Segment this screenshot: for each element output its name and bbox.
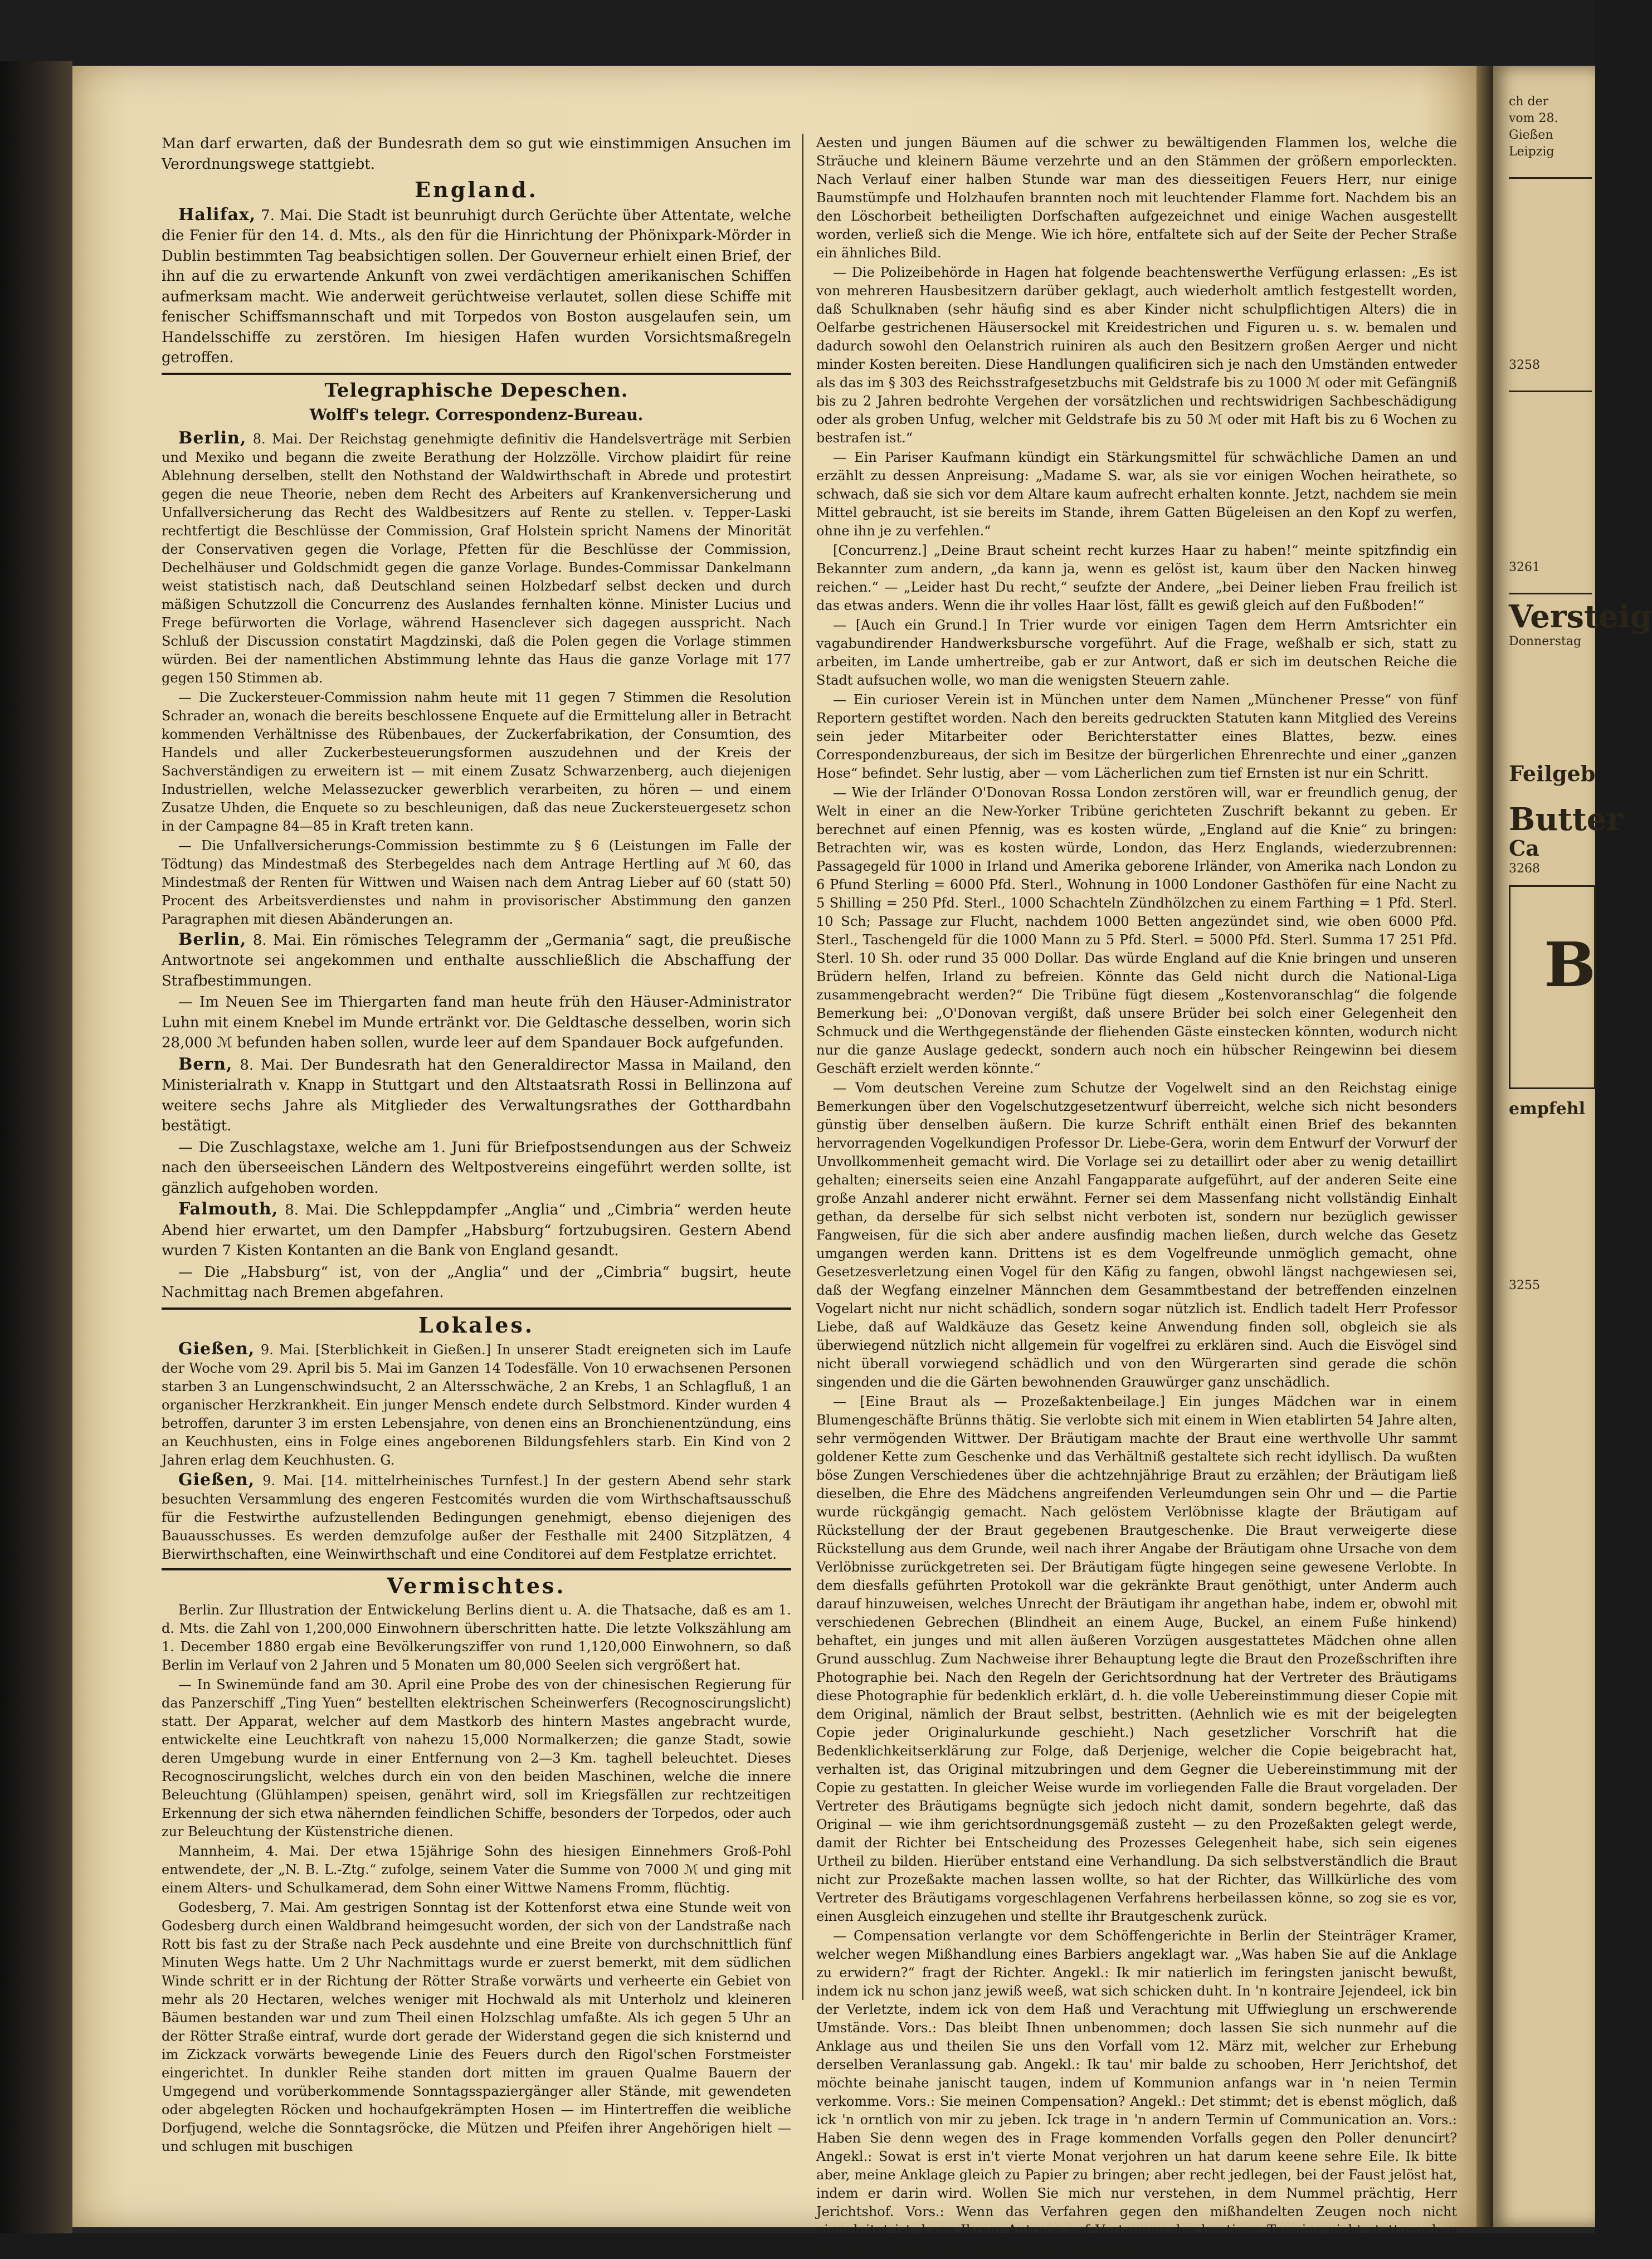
giessen1-text: 9. Mai. [Sterblichkeit in Gießen.] In unserer Stadt ereigneten sich im Laufe der Woche vom 29. April bis 5. Mai im Ganzen 14 Todesfälle. Von 10 erwachsenen Personen starben 3 an Lungenschwindsucht, 2 an Altersschwäche, 2 an Krebs, 1 an Schlagfluß, 1 an organischer Herzkrankheit. Ein junger Mensch endete durch Selbstmord. Kinder wurden 4 betroffen, darunter 3 im ersten Lebensjahre, von denen eins an Bronchienentzündung, eins an Keuchhusten, eins in Folge eines angeborenen Bildungsfehlers starb. Ein Kind von 2 Jahren erlag dem Keuchhusten. G. (162, 1342, 791, 1468)
book-spine (0, 61, 72, 2233)
godesberg-continued: Aesten und jungen Bäumen auf die schwer zu bewältigenden Flammen los, welche die Sträuche und kleinern Bäume verzehrte und an den Stämmen der größern emporleckten. Nach Verlauf einer halben Stunde war man des diesseitigen Feuers Herr, nur einige Baumstümpfe und Holzhaufen brannten noch mit leuchtender Flamme fort. Nachdem bis an den Löschorbeit betheiligten Dorfschaften aufgezeichnet und einige Wachen ausgestellt worden, verließ sich die Menge. Wie ich höre, entfaltete sich auf der Seite der Pecher Straße ein ähnliches Bild. (816, 135, 1457, 261)
bern-place: Bern, (178, 1054, 233, 1074)
telegraph-subheading: Wolff's telegr. Correspondenz-Bureau. (309, 406, 644, 424)
right-column (816, 134, 1457, 2259)
zuschlag-article: — Die Zuschlagstaxe, welche am 1. Juni für Briefpostsendungen aus der Schweiz nach den überseeischen Ländern des Weltpostvereins eingeführt werden sollte, ist gänzlich aufgehoben worden. (162, 1139, 791, 1197)
adjacent-page-fragment (1493, 66, 1652, 2227)
vermischtes-mannheim: Mannheim, 4. Mai. Der etwa 15jährige Sohn des hiesigen Einnehmers Groß-Pohl entwendete, der „N. B. L.-Ztg.“ zufolge, seinem Vater die Summe von 7000 ℳ und ging mit einem Alters- und Schulkamerad, dem Sohn einer Wittwe Namens Fromm, flüchtig. (162, 1843, 791, 1896)
bern-article (162, 1055, 791, 1136)
tiergarten-article: — Im Neuen See im Thiergarten fand man heute früh den Häuser-Administrator Luhn mit einem Knebel im Munde ertränkt vor. Die Geldtasche desselben, worin sich 28,000 ℳ befunden haben sollen, wurde leer auf dem Spandauer Bock aufgefunden. (162, 994, 791, 1051)
berlin2-text: 8. Mai. Ein römisches Telegramm der „Germania“ sagt, die preußische Antwortnote sei angekommen und enthalte ausschließlich die Abschaffung der Strafbestimmungen. (162, 931, 791, 989)
berlin1-text: 8. Mai. Der Reichstag genehmigte definitiv die Handelsverträge mit Serbien und Mexiko und begann die zweite Berathung der Holzzölle. Virchow plaidirt für reine Ablehnung derselben, stellt den Nothstand der Waldwirthschaft in Abrede und protestirt gegen die neue Theorie, neben dem Recht des Arbeiters auf Krankenversicherung und Unfallversicherung das Recht des Waldbesitzers auf Rente zu stellen. v. Tepper-Laski rechtfertigt die Beschlüsse der Commission, Graf Holstein spricht Namens der Minorität der Conservativen gegen die Vorlage, Pfetten für die Beschlüsse der Commission, Dechelhäuser und Goldschmidt gegen die ganze Vorlage. Bundes-Commissar Dankelmann weist statistisch nach, daß Deutschland seinen Holzbedarf selbst decken und durch mäßigen Schutzzoll die Concurrenz des Auslandes fernhalten könne. Minister Lucius und Frege befürworten die Vorlage, während Hasenclever sich dagegen ausspricht. Nach Schluß der Discussion constatirt Magdzinski, daß die Polen gegen die Vorlage stimmen würden. Bei der namentlichen Abstimmung lehnte das Haus die ganze Vorlage mit 177 gegen 150 Stimmen ab. (162, 431, 791, 686)
section-rule (162, 1307, 791, 1310)
np-num4: 3255 (1509, 1279, 1540, 1292)
np-ad-box (1509, 885, 1596, 1089)
np-line1: ch der (1509, 95, 1549, 109)
giessen1-article (162, 1340, 791, 1470)
np-line5: Versteig (1509, 598, 1652, 635)
muenchen-article: — Ein curioser Verein ist in München unter dem Namen „Münchener Presse“ von fünf Reportern gestiftet worden. Nach den bereits gedruckten Statuten kann Mitglied des Vereins sein jeder Mitarbeiter oder Berichterstatter eines Blattes, bezw. eines Correspondenzbureaus, der sich im Besitze der bürgerlichen Ehrenrechte und einer „ganzen Hose“ befindet. Sehr lustig, aber — vom Lächerlichen zum tief Ernsten ist nur ein Schritt. (816, 692, 1457, 781)
vermischtes-berlin: Berlin. Zur Illustration der Entwickelung Berlins dient u. A. die Thatsache, daß es am 1. d. Mts. die Zahl von 1,200,000 Einwohnern überschritten hatte. Die letzte Volkszählung am 1. December 1880 ergab eine Bevölkerungsziffer von rund 1,120,000 Einwohnern, so daß Berlin im Verlauf von 2 Jahren und 5 Monaten um 80,000 Seelen sich vergrößert hat. (162, 1602, 791, 1673)
np-line7: Feilgeb (1509, 761, 1596, 786)
hagen-article: — Die Polizeibehörde in Hagen hat folgende beachtenswerthe Verfügung erlassen: „Es ist von mehreren Hausbesitzern darüber geklagt, auch wiederholt amtlich festgestellt worden, daß Schulknaben (sehr häufig sind es aber Kinder nicht schulpflichtigen Alters) die in Oelfarbe gestrichenen Häusersockel mit Kreidestrichen und Figuren u. s. w. bemalen und dadurch sowohl den Oelanstrich ruiniren als auch den Besitzern großen Aerger und nicht minder Kosten bereiten. Diese Handlungen qualificiren sich je nach den Umständen entweder als das im § 303 des Reichsstrafgesetzbuchs mit Geldstrafe bis zu 1000 ℳ oder mit Gefängniß bis zu 2 Jahren bedrohte Vergehen der vorsätzlichen und rechtswidrigen Sachbeschädigung oder als groben Unfug, welcher mit Geldstrafe bis zu 50 ℳ oder mit Haft bis zu 6 Wochen zu bestrafen ist.“ (816, 265, 1457, 446)
vogelwelt-article: — Vom deutschen Vereine zum Schutze der Vogelwelt sind an den Reichstag einige Bemerkungen über den Vogelschutzgesetzentwurf überreicht, welche sich nicht besonders günstig über denselben äußern. Die kurze Schrift enthält einen Brief des bekannten hervorragenden Vogelkundigen Professor Dr. Liebe-Gera, worin dem Entwurf der Vorwurf der Unvollkommenheit gemacht wird. Die Vorlage sei zu detaillirt oder aber zu wenig detaillirt gehalten; einerseits seien eine Anzahl Fangapparate aufgeführt, auf der anderen Seite eine große Anzahl anderer nicht erwähnt. Ferner sei dem Massenfang nicht vollständig Einhalt gethan, da derselbe für sich selbst nicht verboten ist, sondern nur bezüglich gewisser Fangweisen, für die sich aber andere ausfindig machen ließen, durch welche das Gesetz umgangen werden kann. Drittens ist es dem Vogelfreunde unmöglich gemacht, ohne Gesetzesverletzung einen Vogel für den Käfig zu fangen, obwohl längst nachgewiesen sei, daß der Wegfang einzelner Männchen dem Gesammtbestand der betreffenden einzelnen Vogelart nicht nur nicht schädlich, sondern sogar nützlich ist. Endlich tadelt Herr Professor Liebe, daß auf Waldkäuze das Gesetz keine Anwendung finden soll, obgleich sie als überwiegend nützlich nicht allgemein für vogelfrei zu erklären sind. Auch die Eisvögel sind nicht überall vorwiegend schädlich und von den Würgerarten sind gerade die schön singenden und die die Gärten bewohnenden Grauwürger ganz unschädlich. (816, 1080, 1457, 1390)
giessen2-place: Gießen, (178, 1470, 255, 1490)
np-num3: 3268 (1509, 862, 1540, 876)
braut-article: — [Eine Braut als — Prozeßaktenbeilage.] Ein junges Mädchen war in einem Blumengeschäfte Brünns thätig. Sie verlobte sich mit einem in Wien etablirten 54 Jahre alten, sehr vermögenden Wittwer. Der Bräutigam machte der Braut eine werthvolle Uhr sammt goldener Kette zum Geschenke und das Verhältniß gestaltete sich recht idyllisch. Da wußten böse Zungen Verschiedenes über die achtzehnjährige Braut zu erzählen; der Bräutigam ließ dieselben, die Ehre des Mädchens angreifenden Verleumdungen sein Ohr und — die Partie wurde rückgängig gemacht. Nach gelöstem Verlöbnisse klagte der Bräutigam auf Rückstellung der der Braut gegebenen Brautgeschenke. Die Braut verweigerte diese Rückstellung aus dem Grunde, weil nach ihrer Angabe der Bräutigam ohne Ursache von dem Verlöbnisse zurückgetreten sei. Der Bräutigam fügte hingegen seine gewesene Verlobte. In dem diesfalls geführten Protokoll war die gekränkte Braut genöthigt, unter Anderm auch darauf hinzuweisen, welches Unrecht der Bräutigam ihr angethan habe, indem er, obwohl mit verschiedenen Gebrechen (Blindheit an einem Auge, Buckel, an einem Fuße hinkend) behaftet, ein junges und mit allen äußeren Vorzügen ausgestattetes Mädchen ohne allen Grund ausschlug. Zum Nachweise ihrer Behauptung legte die Braut den Prozeßschriften ihre Photographie bei. Nach den Regeln der Gerichtsordnung hat der Vertreter des Bräutigams diese Photographie für bedenklich erklärt, d. h. die volle Uebereinstimmung dieser Copie mit dem Original, nämlich der Braut selbst, bestritten. (Aehnlich wie es mit der beigelegten Copie jeder Originalurkunde geschieht.) Nach gesetzlicher Vorschrift hat die Bedenklichkeitserklärung zur Folge, daß Derjenige, welcher die Copie beigebracht hat, verhalten ist, das Original mitzubringen und dem Gegner die Uebereinstimmung mit der Copie zu gestatten. In gleicher Weise wurde im vorliegenden Falle die Braut vorgeladen. Der Vertreter des Bräutigams begnügte sich jedoch nicht damit, sondern begehrte, daß das Original — wie ihm gerichtsordnungsgemäß zusteht — zu den Prozeßakten gelegt werde, damit der Richter bei Entscheidung des Prozesses Gelegenheit habe, sich sein eigenes Urtheil zu bilden. Hierüber entstand eine Verhandlung. Da sich selbstverständlich die Braut nicht zur Prozeßakte machen lassen wollte, so hat der Richter, das Willkürliche des vom Vertreter des Bräutigams vorgeschlagenen Verfahrens herbeilassen könne, so zog sie es vor, einen Ausgleich einzugehen und stellte ihr Brautgeschenk zurück. (816, 1394, 1457, 1924)
np-num2: 3261 (1509, 560, 1540, 574)
vermischtes-godesberg: Godesberg, 7. Mai. Am gestrigen Sonntag ist der Kottenforst etwa eine Stunde weit von Godesberg durch einen Waldbrand heimgesucht worden, der sich von der Landstraße nach Rott bis fast zu der Straße nach Peck ausdehnte und eine Breite von durchschnittlich fünf Minuten Wegs hatte. Um 2 Uhr Nachmittags wurde er zuerst bemerkt, mit dem südlichen Winde schritt er in der Richtung der Rötter Straße vorwärts und verheerte ein Gebiet von mehr als 20 Hectaren, welches weniger mit Hochwald als mit Unterholz und kleineren Bäumen bestanden war und zum Theil einen Holzschlag umfaßte. Als ich gegen 5 Uhr an der Rötter Straße eintraf, wurde dort gerade der Widerstand gegen die sich knisternd und im Zickzack vorwärts bewegende Linie des Feuers durch den Rigol'schen Forstmeister eingerichtet. In dunkler Reihe standen dort mitten im grauen Qualme Bauern der Umgegend und vorüberkommende Sonntagsspaziergänger aller Stände, mit gewendeten oder abgelegten Röcken und hochaufgekrämpten Hosen — im Hintertreffen die weibliche Dorfjugend, welche die Sonntagsröcke, die Mützen und Pfeifen ihrer Angehörigen hielt — und schlugen mit buschigen (162, 1899, 791, 2154)
lokales-heading: Lokales. (418, 1312, 535, 1338)
berlin1-article (162, 429, 791, 687)
vermischtes-heading: Vermischtes. (387, 1573, 566, 1598)
vermischtes-swinemuende: — In Swinemünde fand am 30. April eine Probe des von der chinesischen Regierung für das Panzerschiff „Ting Yuen“ bestellten elektrischen Scheinwerfers (Recognoscirungslicht) statt. Der Apparat, welcher auf dem Mastkorb des hintern Mastes angebracht wurde, entwickelte eine Leuchtkraft von nahezu 15,000 Normalkerzen; die ganze Stadt, sowie deren Umgebung wurde in einer Entfernung von 2—3 Km. taghell beleuchtet. Dieses Recognoscirungslicht, welches durch ein von den beiden Maschinen, welche die innere Beleuchtung (Glühlampen) speisen, genährt wird, soll im Kriegsfällen zur rechtzeitigen Erkennung der sich etwa nähernden feindlichen Schiffe, besonders der Torpedos, oder auch zur Beleuchtung der Küstenstriche dienen. (162, 1676, 791, 1840)
section-rule (162, 373, 791, 375)
falmouth-text: 8. Mai. Die Schleppdampfer „Anglia“ und „Cimbria“ werden heute Abend hier erwartet, um den Dampfer „Habsburg“ fortzubugsiren. Gestern Abend wurden 7 Kisten Kontanten an die Bank von England gesandt. (162, 1202, 791, 1259)
page-gutter (1476, 66, 1493, 2227)
np-rule (1509, 391, 1592, 392)
np-line9: Ca (1509, 836, 1539, 861)
falmouth-article (162, 1199, 791, 1261)
np-line4: Leipzig (1509, 145, 1554, 159)
donovan-article: — Wie der Irländer O'Donovan Rossa London zerstören will, war er freundlich genug, der Welt in einer an die New-Yorker Tribüne gerichteten Zuschrift bekannt zu geben. Er berechnet auf einen Pfennig, was es kosten würde, „England auf die Knie“ zu bringen: Betrachten wir, was es kosten würde, London, das Herz Englands, wiederzubrennen: Passagegeld für 1000 in Irland und Amerika geborene Irländer, von Amerika nach London zu 6 Pfund Sterling = 6000 Pfd. Sterl., Wohnung in 1000 Londoner Gasthöfen für eine Nacht zu 5 Shilling = 250 Pfd. Sterl., 1000 Schachteln Zündhölzchen zu einem Farthing = 1 Pfd. Sterl. 10 Sch; Passage zur Flucht, nachdem 1000 Betten angezündet sind, wie oben 6000 Pfd. Sterl., Taschengeld für die 1000 Mann zu 5 Pfd. Sterl. = 5000 Pfd. Sterl. Summa 17 251 Pfd. Sterl. 10 Sh. oder rund 35 000 Dollar. Das würde England auf die Knie bringen und unseren Brüdern helfen, Irland zu befreien. Könnte das Geld nicht durch die National-Liga zusammengebracht werden?“ Die Tribüne fügt diesem „Kostenvoranschlag“ die folgende Bemerkung bei: „O'Donovan vergißt, daß unsere Brüder bei solch einer Gelegenheit den Schmuck und die Werthgegenstände der fliehenden Gäste einstecken könnten, wodurch nicht nur die ganze Auslage gedeckt, sondern auch noch ein hübscher Reingewinn bei diesem Geschäft erzielt werden könnte.“ (816, 785, 1457, 1076)
halifax-article (162, 205, 791, 368)
england-heading: England. (415, 177, 538, 202)
falmouth-place: Falmouth, (178, 1199, 279, 1219)
left-column (162, 134, 791, 2157)
berlin2-article (162, 930, 791, 992)
halifax-text: 7. Mai. Die Stadt ist beunruhigt durch Gerüchte über Attentate, welche die Fenier für den 14. d. Mts., als den für die Hinrichtung der Phönixpark-Mörder in Dublin bestimmten Tag beabsichtigen sollen. Der Gouverneur erhielt einen Brief, der ihn auf die zu erwartende Ankunft von zwei verdächtigen amerikanischen Schiffen aufmerksam macht. Wie anderweit gerüchtweise verlautet, sollen diese Schiffe mit fenischer Schiffsmannschaft und mit Torpedos von Boston ausgelaufen sein, um Handelsschiffe zu zerstören. Im hiesigen Hafen wurden Vorsichtsmaßregeln getroffen. (162, 207, 792, 366)
halifax-place: Halifax, (178, 204, 256, 225)
giessen1-place: Gießen, (178, 1339, 255, 1359)
np-line2: vom 28. (1509, 111, 1558, 125)
np-line10: B (1544, 929, 1596, 1001)
telegraph-heading: Telegraphische Depeschen. (324, 379, 628, 402)
intro-paragraph: Man darf erwarten, daß der Bundesrath dem so gut wie einstimmigen Ansuchen im Verordnungswege stattgiebt. (162, 135, 791, 173)
habsburg-article: — Die „Habsburg“ ist, von der „Anglia“ und der „Cimbria“ bugsirt, heute Nachmittag nach Bremen abgefahren. (162, 1263, 791, 1301)
column-divider (802, 134, 803, 2000)
giessen2-article (162, 1471, 791, 1564)
concurrenz-article: [Concurrenz.] „Deine Braut scheint recht kurzes Haar zu haben!“ meinte spitzfindig ein Bekannter zum andern, „da kann ja, wenn es gelöst ist, kaum über den Nacken hinweg reichen.“ — „Leider hast Du recht,“ seufzte der Andere, „bei Deiner lieben Frau freilich ist das etwas anders. Wenn die ihr volles Haar löst, fällt es gewiß gleich auf den Fußboden!“ (816, 543, 1457, 613)
trier-article: — [Auch ein Grund.] In Trier wurde vor einigen Tagen dem Herrn Amtsrichter ein vagabundirender Handwerksbursche vorgeführt. Auf die Frage, weßhalb er sich, statt zu arbeiten, im Lande umhertreibe, gab er zur Antwort, daß er sich im deutschen Reiche die Stadt aufsuchen wolle, wo man die wenigsten Steuern zahle. (816, 617, 1457, 688)
bern-text: 8. Mai. Der Bundesrath hat den Generaldirector Massa in Mailand, den Ministerialrath v. Knapp in Stuttgart und den Altstaatsrath Rossi in Bellinzona auf weitere sechs Jahre als Mitglieder des Verwaltungsrathes der Gotthardbahn bestätigt. (162, 1056, 792, 1134)
unfall-article: — Die Unfallversicherungs-Commission bestimmte zu § 6 (Leistungen im Falle der Tödtung) das Mindestmaß des Sterbegeldes nach dem Antrage Hertling auf ℳ 60, das Mindestmaß der Renten für Wittwen und Waisen nach dem Antrag Lieber auf 60 (statt 50) Procent des Arbeitsverdienstes und nahm in provisorischer Abstimmung den ganzen Paragraphen mit diesen Abänderungen an. (162, 837, 791, 927)
np-rule (1509, 593, 1592, 594)
section-rule (162, 1568, 791, 1570)
np-num1: 3258 (1509, 358, 1540, 372)
berlin1-place: Berlin, (178, 428, 247, 448)
np-line8: Butter (1509, 801, 1623, 838)
np-line3: Gießen (1509, 128, 1553, 142)
np-line11: empfehl (1509, 1099, 1586, 1119)
zucker-article: — Die Zuckersteuer-Commission nahm heute mit 11 gegen 7 Stimmen die Resolution Schrader an, wonach die bereits beschlossene Enquete auf die Ermittelung aller in Betracht kommenden Verhältnisse des Rübenbaues, der Zuckerfabrikation, der Consumtion, des Handels und aller Zuckerbesteuerungsformen auszudehnen und der Kreis der Sachverständigen zu erweitern ist — mit einem Zusatz Schwarzenberg, auch diejenigen Industriellen, welche Melassezucker gewerblich verarbeiten, zu hören — und einem Zusatze Uhden, die Enquete so zu beschleunigen, daß das neue Zuckersteuergesetz schon in der Campagne 84—85 in Kraft treten kann. (162, 689, 791, 834)
paris-article: — Ein Pariser Kaufmann kündigt ein Stärkungsmittel für schwächliche Damen an und erzählt zu dessen Anpreisung: „Madame S. war, als sie vor einigen Wochen heirathete, so schwach, daß sie sich vor dem Altare kaum aufrecht erhalten konnte. Jetzt, nachdem sie mein Mittel gebraucht, ist sie bereits im Stande, ihrem Gatten Bügeleisen an den Kopf zu werfen, ohne ihn je zu verfehlen.“ (816, 450, 1457, 539)
giessen2-text: 9. Mai. [14. mittelrheinisches Turnfest.] In der gestern Abend sehr stark besuchten Versammlung des engeren Festcomités wurden die vom Wirthschaftsausschuß für die Festwirthe aufzustellenden Bedingungen genehmigt, ebenso diejenigen des Bauausschusses. Es werden demzufolge außer der Festhalle mit 2400 Sitzplätzen, 4 Bierwirthschaften, eine Weinwirthschaft und eine Conditorei auf dem Festplatze errichtet. (162, 1473, 791, 1562)
np-line6: Donnerstag (1509, 635, 1582, 648)
berlin2-place: Berlin, (178, 929, 247, 949)
kramer-article: — Compensation verlangte vor dem Schöffengerichte in Berlin der Steinträger Kramer, welcher wegen Mißhandlung eines Barbiers angeklagt war. „Was haben Sie auf die Anklage zu erwidern?“ fragt der Richter. Angekl.: Ik mir natierlich im feringsten janischt bewußt, indem ick nu schon janz jewiß weeß, wat sich schicken duht. In 'n kontraire Jejendeel, ick bin der Verletzte, indem ick von dem Haß und Verachtung mit Uffwieglung un erschwerende Umstände. Vors.: Das bleibt Ihnen unbenommen; doch lassen Sie sich nunmehr auf die Anklage aus und theilen Sie uns den Vorfall vom 12. März mit, welcher zur Erhebung derselben Veranlassung gab. Angekl.: Ik tau' mir balde zu schooben, Herr Jerichtshof, det möchte beinahe janischt taugen, indem uf Kommunion anfangs war in 'n neien Termin verkomme. Vors.: Sie meinen Compensation? Angekl.: Det stimmt; det is ebenst möglich, daß ick 'n orntlich von mir zu jeben. Ick trage in 'n andern Termin uf Communication an. Vors.: Haben Sie denn wegen des in Frage kommenden Vorfalls gegen den Poller denuncirt? Angekl.: Sowat is erst in't vierte Monat verjohren un hat darum keene sehre Eile. Ik bitte aber, meine Anklage gleich zu Papier zu bringen; aber recht jedlegen, bei der Faust jelöst hat, indem er darin wird. Wollen Sie mich nur verstehen, in dem Nummel prächtig, Herr Jerichtshof. Vors.: Wenn das Verfahren gegen den mißhandelten Zeugen noch nicht eingeleitet ist, kann Ihrem Antrage auf Vertagung des heutigen Termins nicht stattgegeben werden. Erzählen Sie nunmehr den Sachverhalt (816, 1928, 1457, 2256)
np-rule (1509, 177, 1592, 179)
